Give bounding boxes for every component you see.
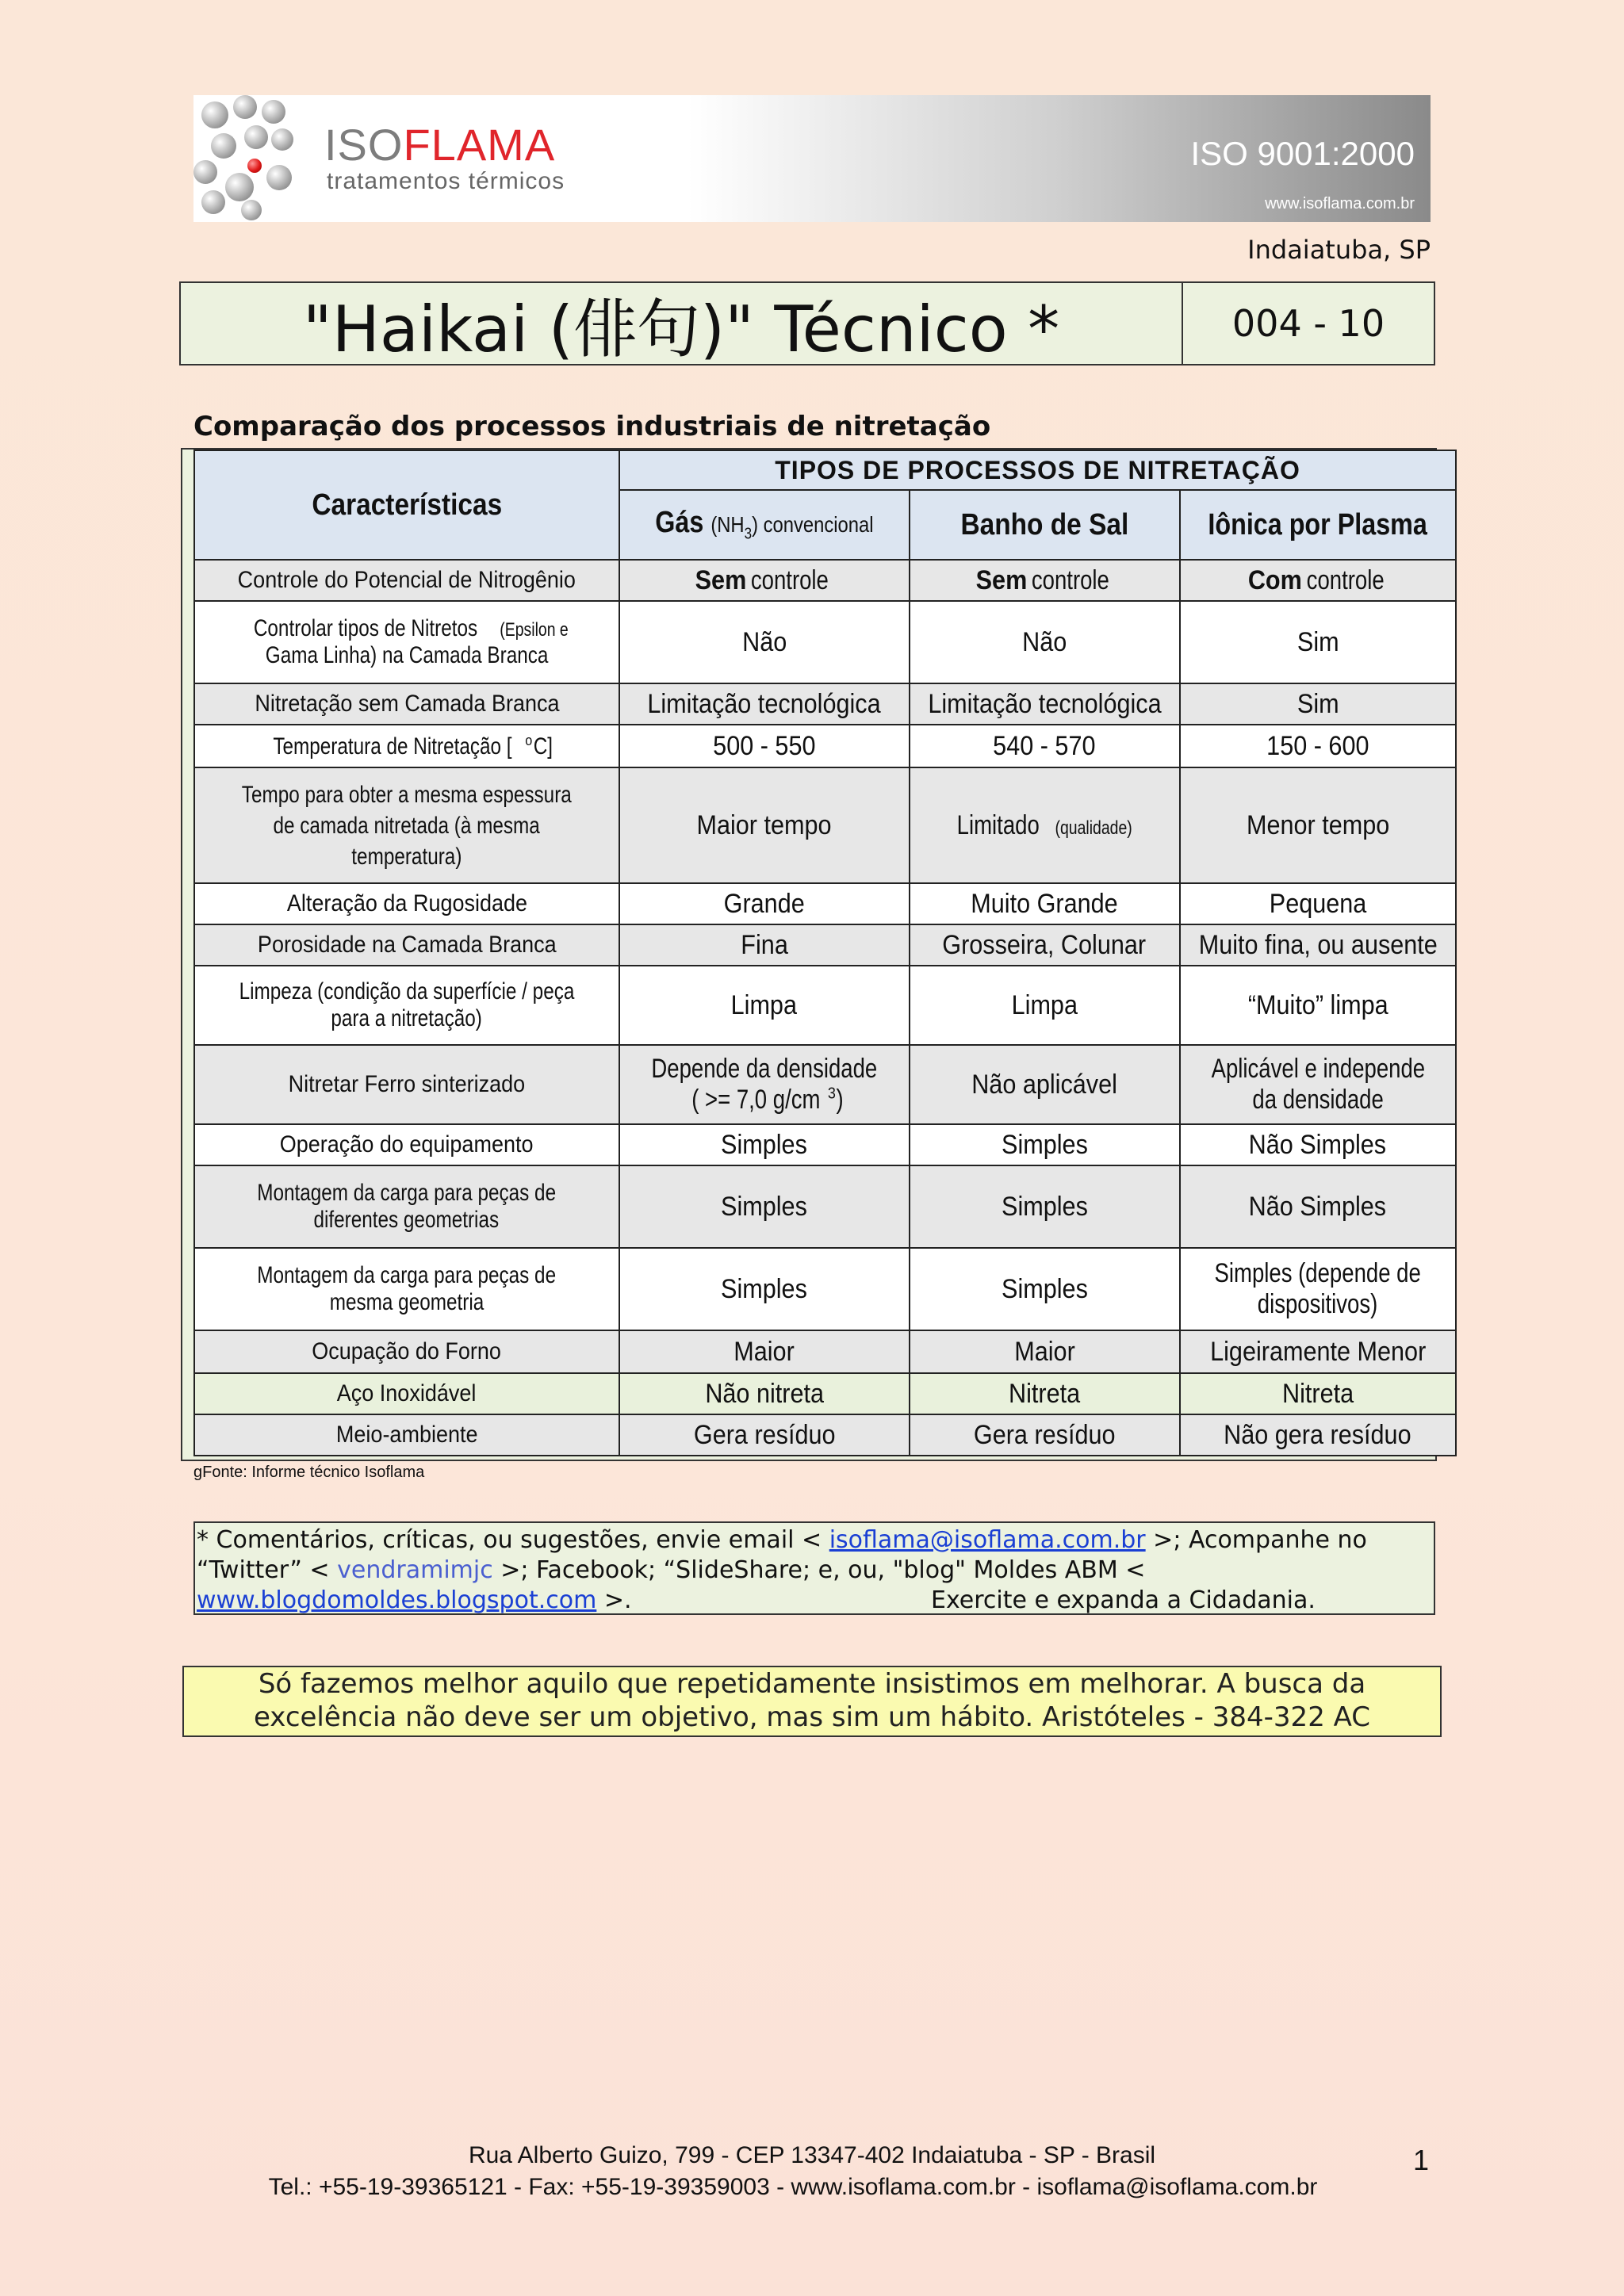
citizenship-note: Exercite e expanda a Cidadania. <box>931 1586 1316 1614</box>
footer-address: Rua Alberto Guizo, 799 - CEP 13347-402 Indaiatuba - SP - Brasil <box>468 2142 1156 2168</box>
section-heading: Comparação dos processos industriais de nitretação <box>193 411 991 442</box>
document-title: "Haikai (俳句)" Técnico * <box>302 292 1060 366</box>
email-link[interactable]: isoflama@isoflama.com.br <box>829 1526 1146 1554</box>
blog-link[interactable]: www.blogdomoldes.blogspot.com <box>197 1586 597 1614</box>
twitter-link[interactable]: vendramimjc <box>337 1556 493 1584</box>
brand-tagline: tratamentos térmicos <box>327 168 565 194</box>
table-row: Montagem da carga para peças de mesma geometria Simples Simples Simples (depende de dispositivos) <box>194 1248 1456 1330</box>
comment-line-1: * Comentários, críticas, ou sugestões, envie email < isoflama@isoflama.com.br >; Acompanhe no <box>197 1526 1367 1554</box>
table-row: Tempo para obter a mesma espessura de camada nitretada (à mesma temperatura) Maior tempo Limitado (qualidade) Menor tempo <box>194 767 1456 883</box>
header-gas: Gás $(NH_3)$ convencional <box>619 490 910 560</box>
table-row: Ocupação do Forno Maior Maior Ligeiramente Menor <box>194 1330 1456 1373</box>
table-row: Porosidade na Camada Branca Fina Grosseira, Colunar Muito fina, ou ausente <box>194 924 1456 966</box>
quote-box <box>182 1666 1442 1737</box>
table-row: Meio-ambiente Gera resíduo Gera resíduo Não gera resíduo <box>194 1414 1456 1456</box>
title-box <box>179 281 1435 365</box>
header-process-types: TIPOS DE PROCESSOS DE NITRETAÇÃO <box>619 450 1456 490</box>
header-banner <box>193 95 1431 222</box>
logo-spheres-icon <box>193 95 304 222</box>
page-number: 1 <box>1413 2144 1430 2176</box>
comparison-table <box>193 450 1457 1456</box>
comment-line-2: “Twitter” < vendramimjc >; Facebook; “SlideShare; e, ou, "blog" Moldes ABM < <box>197 1556 1146 1584</box>
header-plasma: Iônica por Plasma <box>1180 490 1457 560</box>
table-row: Montagem da carga para peças de diferentes geometrias Simples Simples Não Simples <box>194 1165 1456 1248</box>
table-row: Nitretação sem Camada Branca Limitação tecnológica Limitação tecnológica Sim <box>194 683 1456 725</box>
footer-contacts: Tel.: +55-19-39365121 - Fax: +55-19-39359003 - www.isoflama.com.br - isoflama@isoflama.com.br <box>268 2174 1318 2200</box>
table-row: Limpeza (condição da superfície / peça para a nitretação) Limpa Limpa “Muito” limpa <box>194 966 1456 1045</box>
table-row: Nitretar Ferro sinterizado Depende da densidade ( >= 7,0 g/cm $^3$) Não aplicável Aplicável e independe da densidade <box>194 1045 1456 1124</box>
brand-logo-text: ISOFLAMA <box>324 120 556 170</box>
comment-box <box>193 1521 1435 1615</box>
table-header-row <box>194 450 1456 490</box>
table-row: Aço Inoxidável Não nitreta Nitreta Nitreta <box>194 1373 1456 1414</box>
table-row: Alteração da Rugosidade Grande Muito Grande Pequena <box>194 883 1456 924</box>
banner-website: www.isoflama.com.br <box>1265 195 1415 212</box>
iso-certification: ISO 9001:2000 <box>1190 135 1415 172</box>
document-number: 004 - 10 <box>1231 302 1385 345</box>
table-row: Controlar tipos de Nitretos (Epsilon e Gama Linha) na Camada Branca Não Não Sim <box>194 601 1456 683</box>
table-row: Temperatura de Nitretação [ $^o$C] 500 - 550 540 - 570 150 - 600 <box>194 725 1456 767</box>
quote-line-1: Só fazemos melhor aquilo que repetidamente insistimos em melhorar. A busca da <box>258 1668 1366 1700</box>
table-row: Controle do Potencial de Nitrogênio Semcontrole Semcontrole Comcontrole <box>194 560 1456 601</box>
source-note: gFonte: Informe técnico Isoflama <box>193 1464 425 1481</box>
quote-line-2: excelência não deve ser um objetivo, mas sim um hábito. Aristóteles - 384-322 AC <box>253 1701 1371 1733</box>
location-label: Indaiatuba, SP <box>1247 235 1431 265</box>
header-salt-bath: Banho de Sal <box>910 490 1180 560</box>
table-row: Operação do equipamento Simples Simples Não Simples <box>194 1124 1456 1165</box>
header-characteristics: Características <box>194 450 619 560</box>
comment-line-3: www.blogdomoldes.blogspot.com >. <box>197 1586 632 1614</box>
